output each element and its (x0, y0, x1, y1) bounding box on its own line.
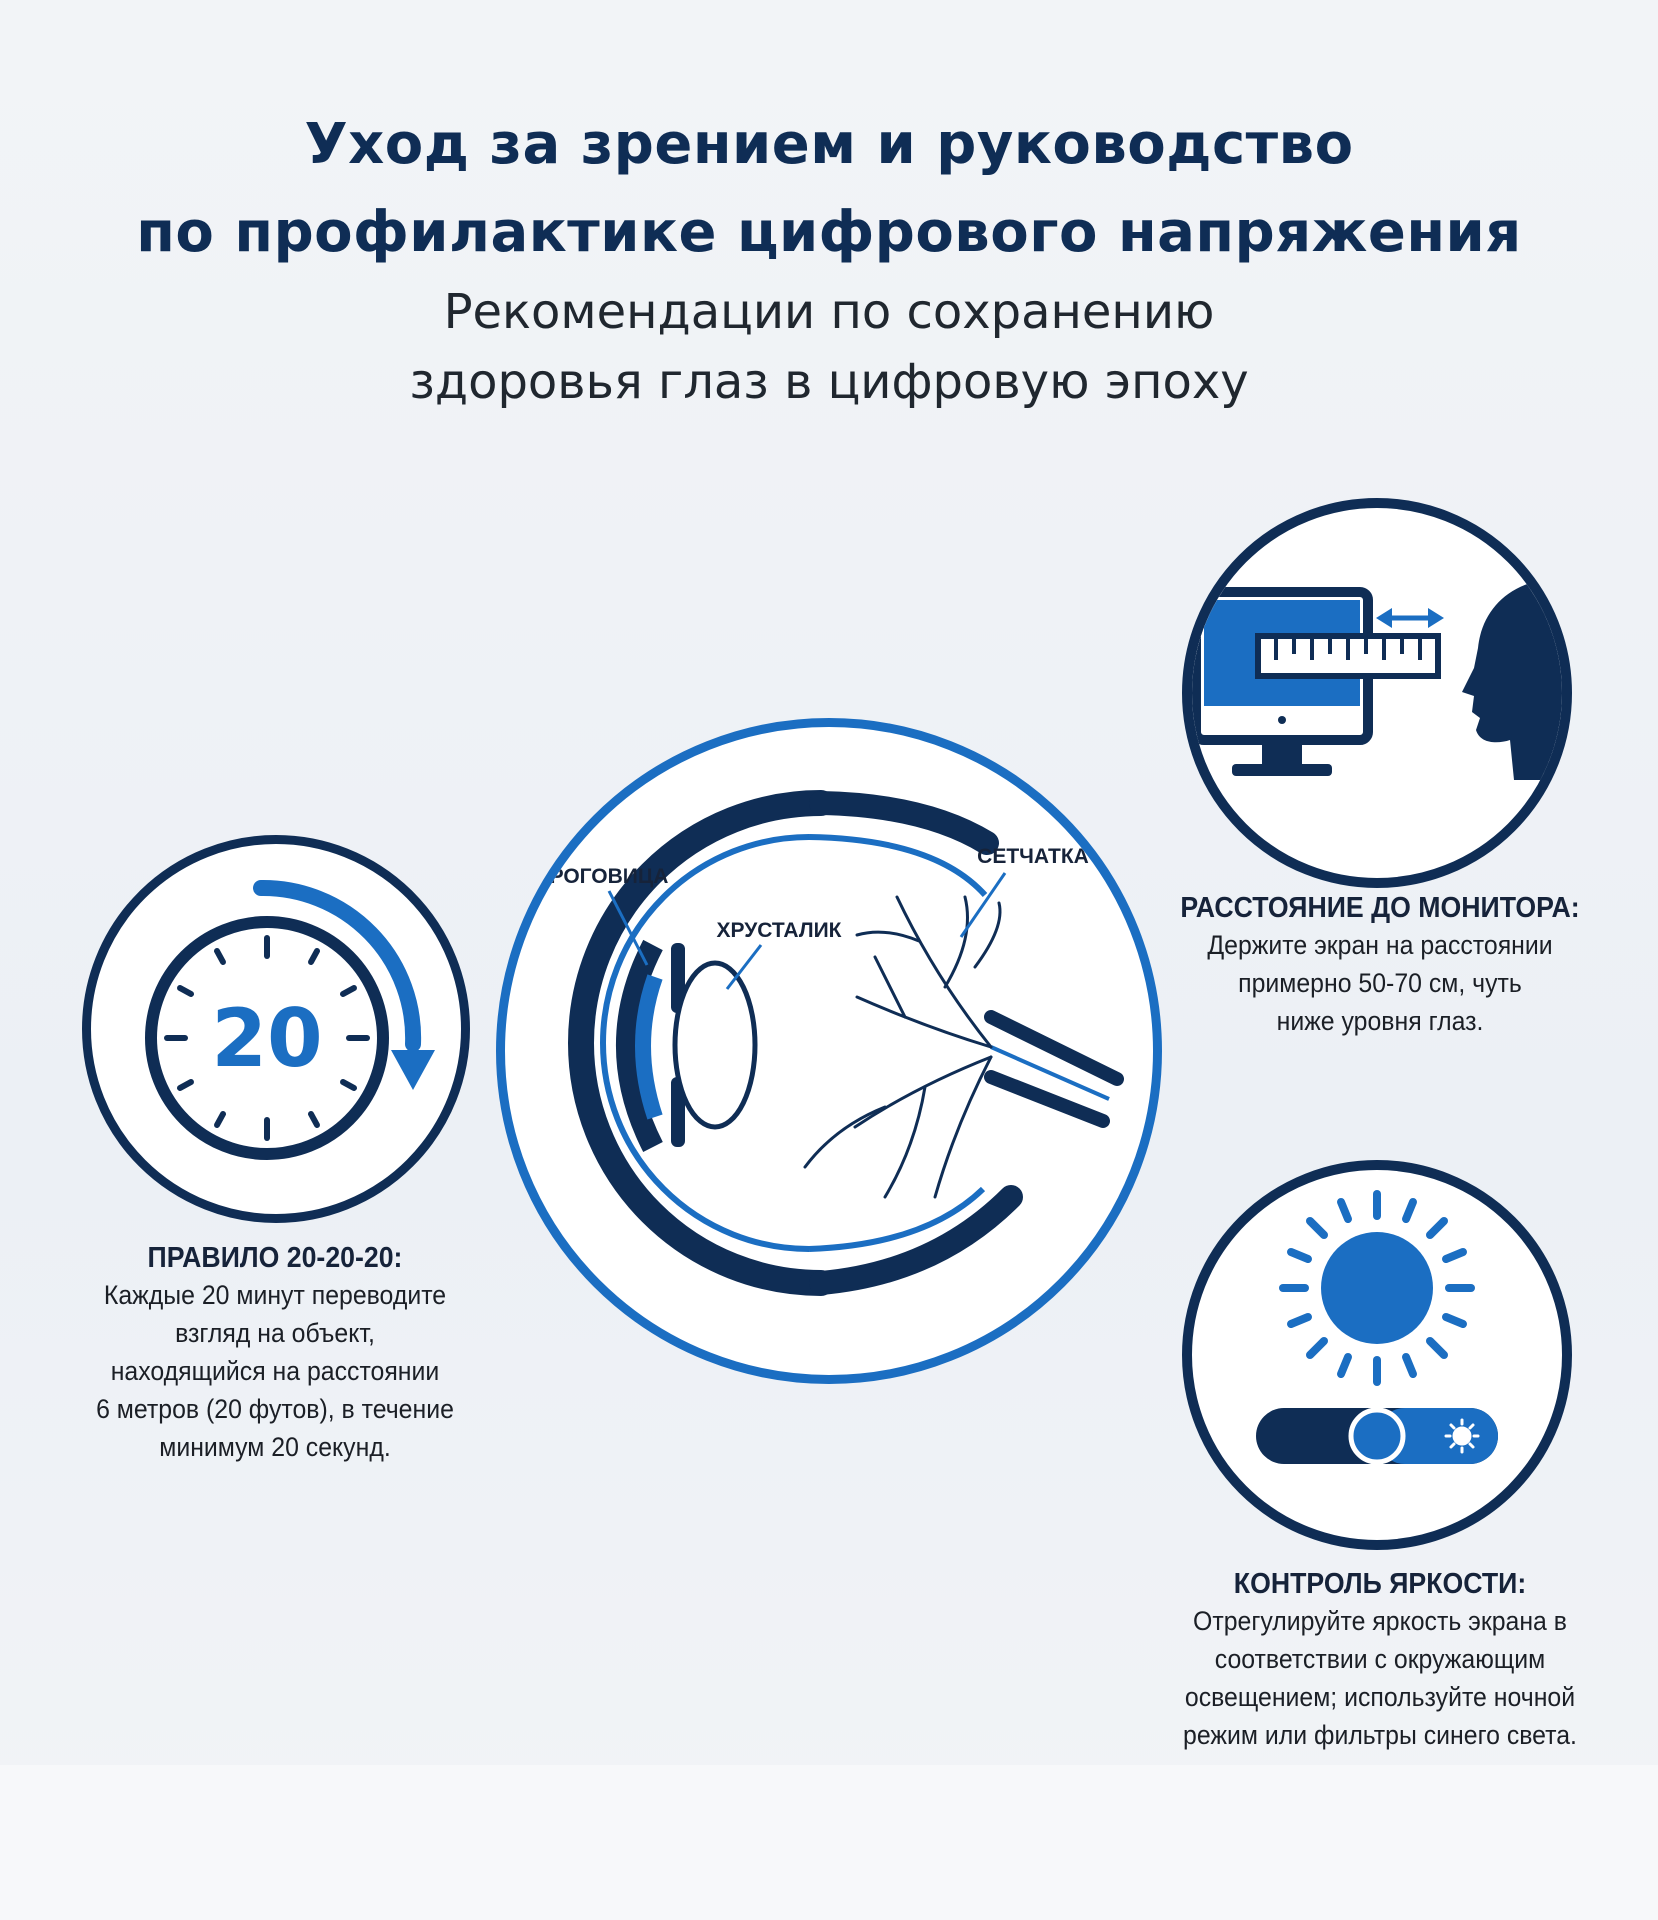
monitor-power-dot (1278, 716, 1286, 724)
page-subtitle-line2: здоровья глаз в цифровую эпоху (409, 354, 1249, 410)
page-title-line1: Уход за зрением и руководство (304, 112, 1354, 177)
lens-pointer (727, 945, 761, 989)
timer-circle (82, 835, 470, 1223)
brightness-caption (1130, 1566, 1630, 1754)
rule-heading: ПРАВИЛО 20-20-20: (147, 1242, 403, 1274)
optic-nerve-top (991, 1017, 1117, 1079)
eye-anatomy-icon (505, 727, 1153, 1375)
optic-nerve-bottom (991, 1077, 1103, 1121)
sun-brightness-icon (1192, 1170, 1562, 1540)
monitor-distance-icon (1192, 508, 1562, 878)
brightness-text-line: освещением; используйте ночной (1184, 1682, 1576, 1712)
monitor-stand (1262, 740, 1302, 766)
retina-upper (809, 837, 985, 895)
distance-arrow-left (1376, 608, 1392, 628)
sun-core (1321, 1232, 1433, 1344)
monitor-text-line: ниже уровня глаз. (1276, 1006, 1484, 1036)
rule-caption (40, 1240, 510, 1466)
head-silhouette (1462, 578, 1562, 780)
lens-shape (675, 963, 755, 1127)
clock-timer-icon (91, 844, 461, 1214)
eye-anatomy-circle (496, 718, 1162, 1384)
timer-number: 20 (211, 992, 323, 1085)
small-sun-icon (1446, 1420, 1478, 1452)
sclera-bottom-edge (821, 1197, 1011, 1283)
cornea-blue (643, 977, 655, 1117)
monitor-base (1232, 764, 1332, 776)
monitor-heading: РАССТОЯНИЕ ДО МОНИТОРА: (1180, 892, 1580, 924)
brightness-text-line: соответствии с окружающим (1214, 1644, 1546, 1674)
brightness-text-line: Отрегулируйте яркость экрана в (1193, 1606, 1567, 1636)
monitor-distance-circle (1182, 498, 1572, 888)
rule-text-line: минимум 20 секунд. (159, 1432, 391, 1462)
monitor-text-line: примерно 50-70 см, чуть (1238, 968, 1522, 998)
rule-text-line: находящийся на расстоянии (110, 1356, 440, 1386)
brightness-text (1150, 1602, 1610, 1754)
brightness-text-line: режим или фильтры синего света. (1183, 1720, 1577, 1750)
rule-text-line: взгляд на объект, (175, 1318, 375, 1348)
brightness-slider-knob (1351, 1410, 1403, 1462)
retina-label: СЕТЧАТКА (977, 845, 1089, 868)
rule-text-line: Каждые 20 минут переводите (103, 1280, 447, 1310)
distance-arrow-right (1428, 608, 1444, 628)
blood-vessels (805, 897, 1000, 1197)
timer-arrow-head (391, 1050, 435, 1090)
footer-band (0, 1765, 1658, 1920)
monitor-text (1159, 926, 1601, 1040)
lens-label: ХРУСТАЛИК (716, 919, 842, 942)
page-title-line2: по профилактике цифрового напряжения (136, 200, 1522, 265)
rule-text (59, 1276, 491, 1466)
cornea-label: РОГОВИЦА (549, 865, 669, 888)
brightness-heading: КОНТРОЛЬ ЯРКОСТИ: (1233, 1568, 1527, 1600)
monitor-caption (1140, 890, 1620, 1040)
page-subtitle-line1: Рекомендации по сохранению (443, 284, 1215, 340)
monitor-text-line: Держите экран на расстоянии (1207, 930, 1553, 960)
rule-text-line: 6 метров (20 футов), в течение (96, 1394, 454, 1424)
brightness-circle (1182, 1160, 1572, 1550)
